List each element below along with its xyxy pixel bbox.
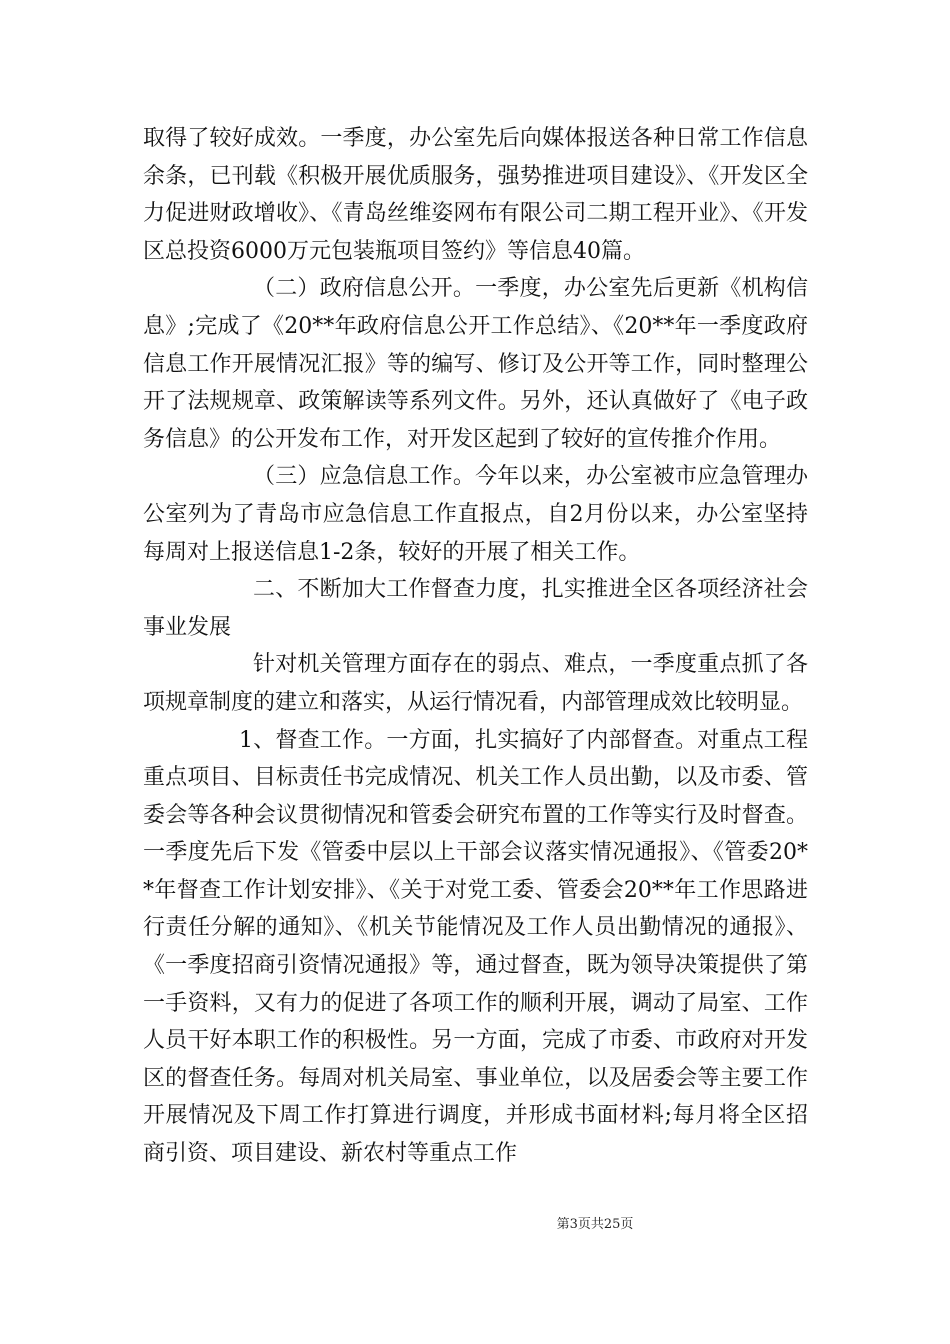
- paragraph-management: 针对机关管理方面存在的弱点、难点，一季度重点抓了各项规章制度的建立和落实，从运行情况看，内部管理成效比较明显。: [143, 652, 808, 715]
- section-heading-supervision: 二、不断加大工作督查力度，扎实推进全区各项经济社会事业发展: [143, 577, 808, 640]
- paragraph-media-info: 取得了较好成效。一季度，办公室先后向媒体报送各种日常工作信息余条，已刊载《积极开展优质服务，强势推进项目建设》、《开发区全力促进财政增收》、《青岛丝维姿网布有限公司二期工程开业》、《开发区总投资6000万元包装瓶项目签约》等信息40篇。: [143, 126, 808, 264]
- paragraph-gov-info-disclosure: （二）政府信息公开。一季度，办公室先后更新《机构信息》;完成了《20**年政府信息公开工作总结》、《20**年一季度政府信息工作开展情况汇报》等的编写、修订及公开等工作，同时整理公开了法规规章、政策解读等系列文件。另外，还认真做好了《电子政务信息》的公开发布工作，对开发区起到了较好的宣传推介作用。: [143, 276, 808, 452]
- paragraph-supervision-work: 1、督查工作。一方面，扎实搞好了内部督查。对重点工程重点项目、目标责任书完成情况、机关工作人员出勤，以及市委、管委会等各种会议贯彻情况和管委会研究布置的工作等实行及时督查。一季度先后下发《管委中层以上干部会议落实情况通报》、《管委20**年督查工作计划安排》、《关于对党工委、管委会20**年工作思路进行责任分解的通知》、《机关节能情况及工作人员出勤情况的通报》、《一季度招商引资情况通报》等，通过督查，既为领导决策提供了第一手资料，又有力的促进了各项工作的顺利开展，调动了局室、工作人员干好本职工作的积极性。另一方面，完成了市委、市政府对开发区的督查任务。每周对机关局室、事业单位，以及居委会等主要工作开展情况及下周工作打算进行调度，并形成书面材料;每月将全区招商引资、项目建设、新农村等重点工作: [143, 727, 808, 1167]
- document-body: [143, 120, 808, 1173]
- page-number-footer: [0, 1213, 950, 1232]
- paragraph-emergency-info: （三）应急信息工作。今年以来，办公室被市应急管理办公室列为了青岛市应急信息工作直报点，自2月份以来，办公室坚持每周对上报送信息1-2条，较好的开展了相关工作。: [143, 464, 808, 565]
- page-number-text: 第3页共25页: [556, 1217, 634, 1232]
